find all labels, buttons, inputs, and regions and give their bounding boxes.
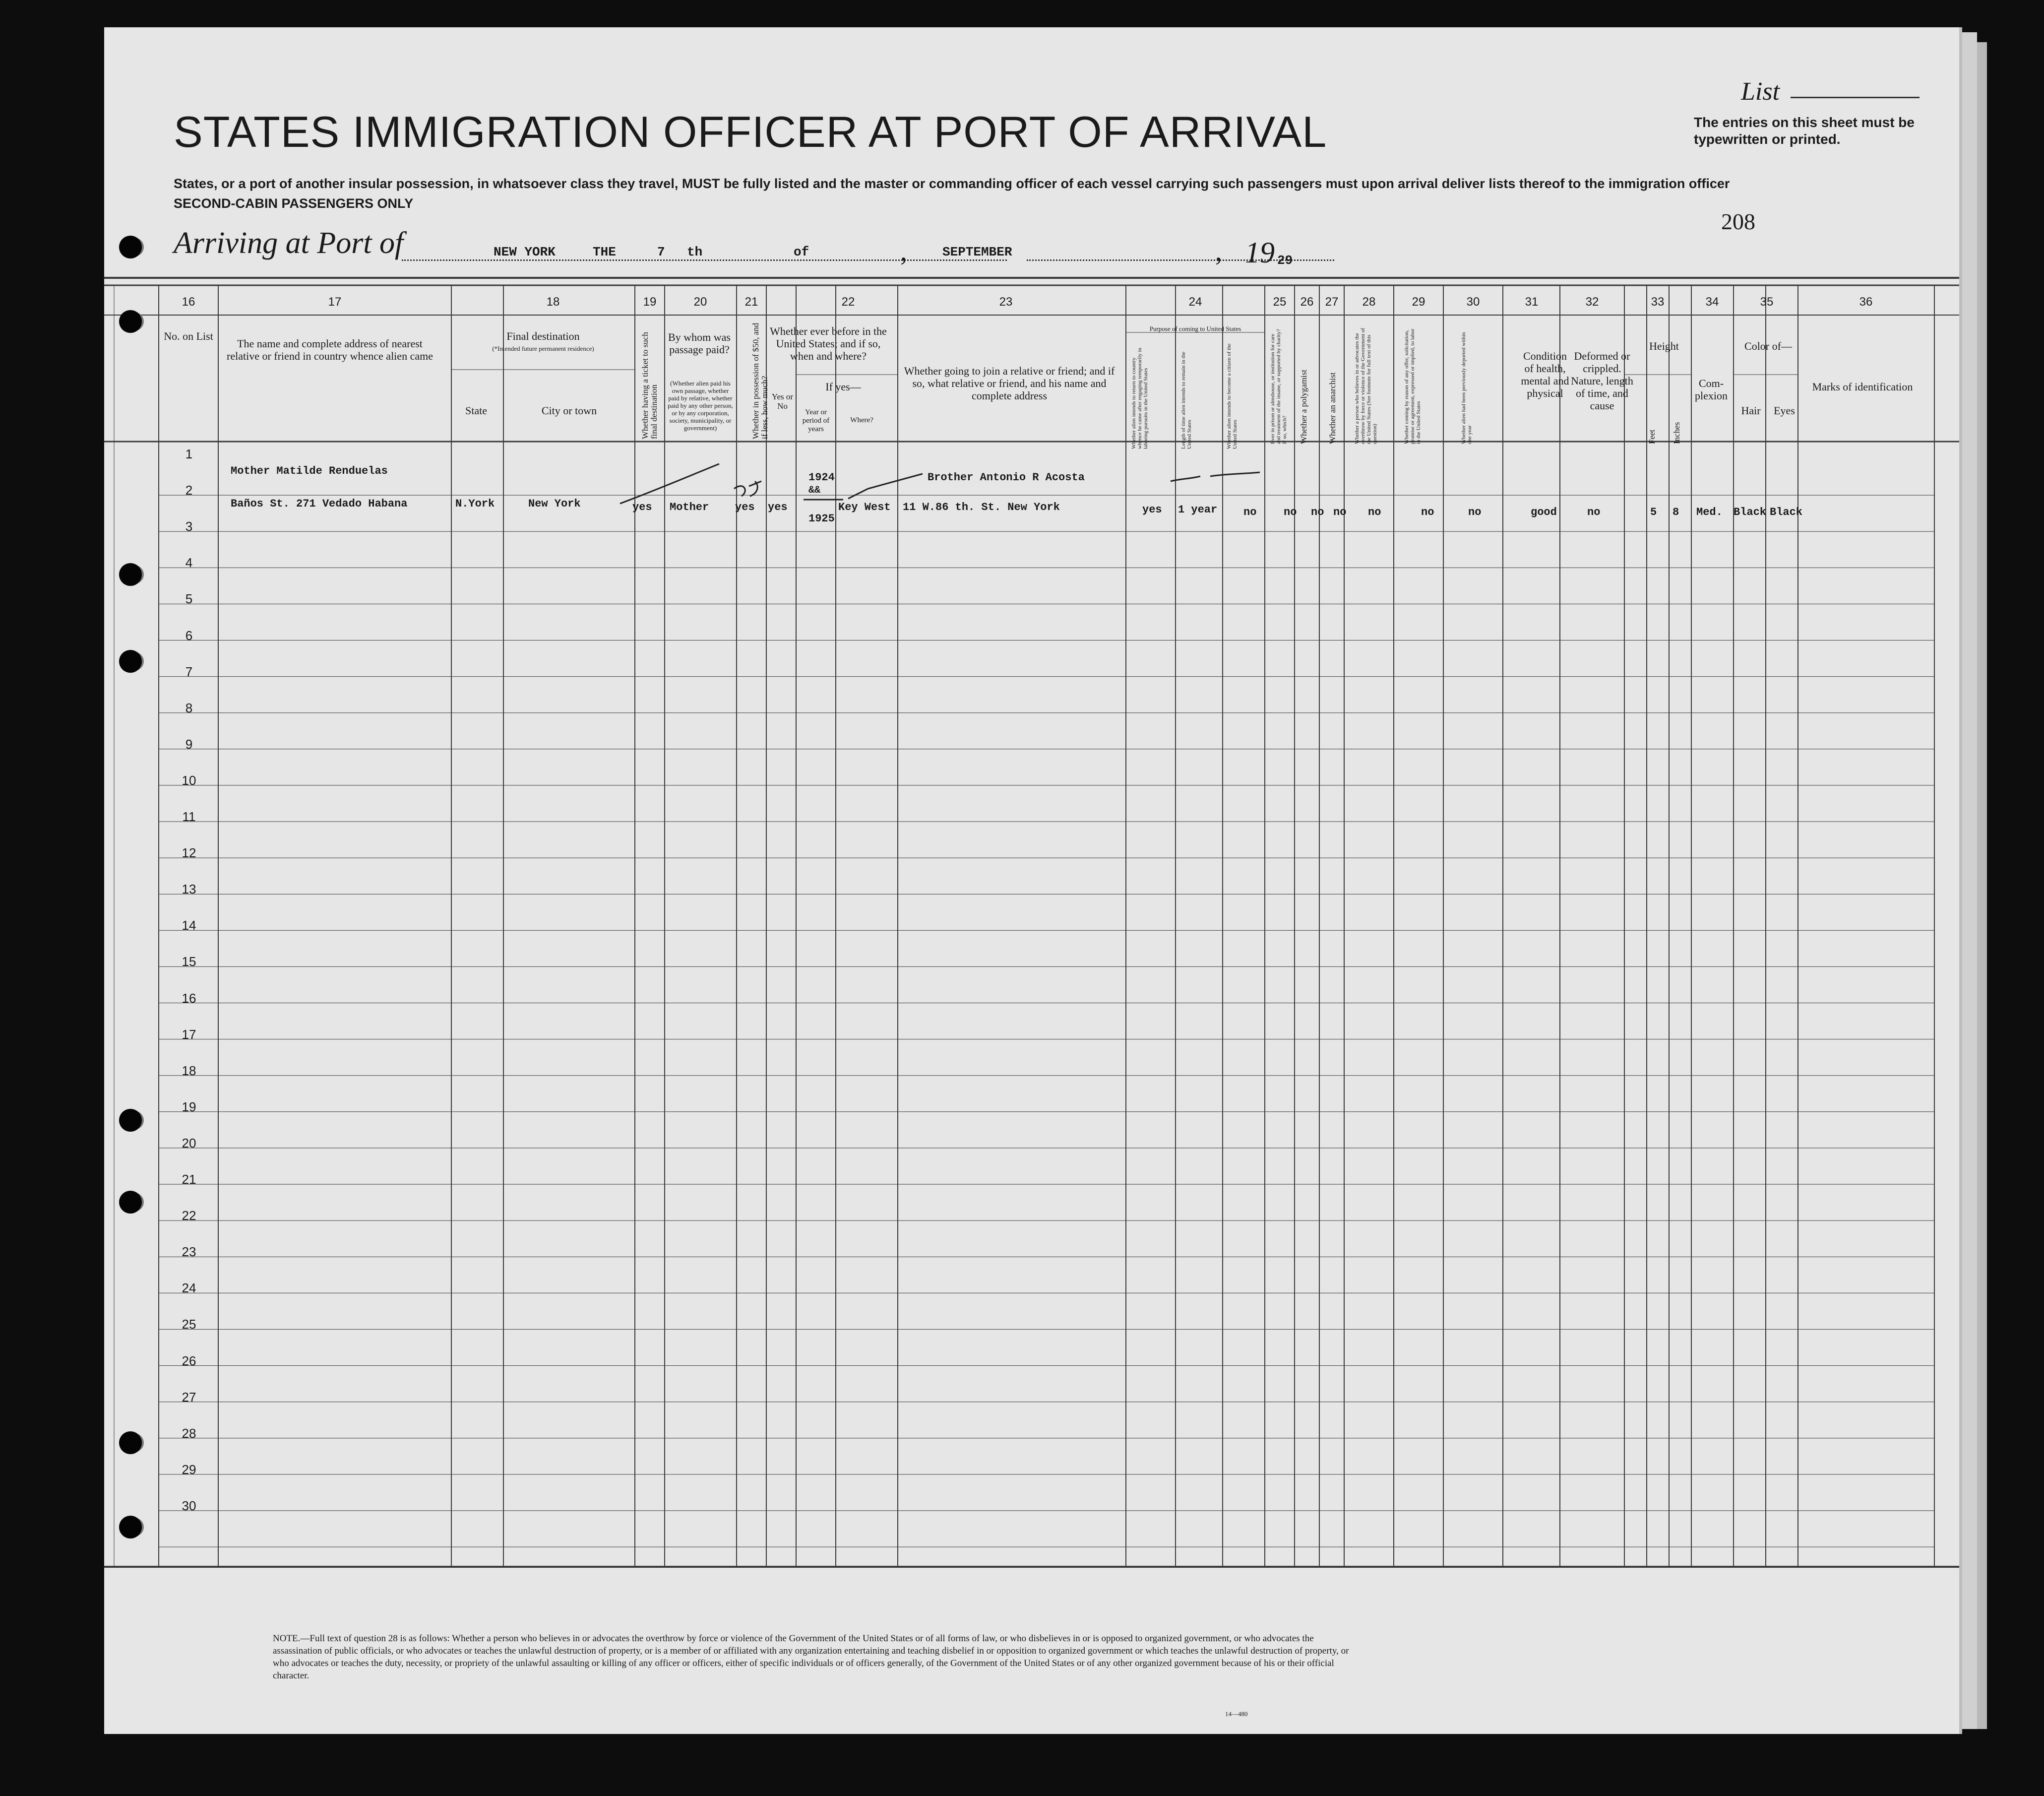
row-number: 3 xyxy=(185,519,193,534)
row-number: 19 xyxy=(182,1099,196,1114)
header-where: Where? xyxy=(850,416,873,424)
row-number: 9 xyxy=(185,736,193,752)
punch-hole xyxy=(119,650,142,673)
header-yes-no: Yes or No xyxy=(771,392,794,411)
header-city: City or town xyxy=(541,404,597,417)
entry-polygamist: no xyxy=(1311,506,1324,518)
row-number: 21 xyxy=(182,1172,196,1187)
entry-purpose-citizen: no xyxy=(1243,506,1257,518)
entry-deformed: no xyxy=(1587,506,1601,518)
header-purpose-return: Whether alien intends to return to country whence he came after engaging temporarily in laboring pursuits in the United States xyxy=(1131,347,1149,449)
entry-ever-before: yes xyxy=(768,501,788,513)
form-number: 14—480 xyxy=(1225,1710,1248,1718)
header-health: Condition of health, mental and physical xyxy=(1521,350,1569,399)
punch-hole xyxy=(119,310,142,333)
header-final-destination-note: (*Intended future permanent residence) xyxy=(492,345,594,352)
entry-relative-address: Baños St. 271 Vedado Habana xyxy=(231,498,408,510)
header-if-yes: If yes— xyxy=(825,381,861,393)
of-word: of xyxy=(794,245,809,259)
column-number: 17 xyxy=(328,295,342,309)
row-number: 15 xyxy=(182,954,196,969)
row-number: 11 xyxy=(182,809,196,824)
punch-hole xyxy=(119,236,142,258)
header-final-destination: Final destination xyxy=(506,330,580,342)
column-number: 29 xyxy=(1412,295,1425,309)
entry-prison: no xyxy=(1284,506,1297,518)
row-number: 26 xyxy=(182,1353,196,1368)
row-number: 27 xyxy=(182,1389,196,1405)
row-number: 28 xyxy=(182,1425,196,1441)
entry-city: New York xyxy=(528,498,581,510)
row-number: 17 xyxy=(182,1026,196,1042)
row-number: 16 xyxy=(182,990,196,1006)
header-inches: Inches xyxy=(1672,422,1681,444)
row-number: 14 xyxy=(182,918,196,933)
column-number: 36 xyxy=(1859,295,1873,309)
column-number: 20 xyxy=(693,295,707,309)
header-anarchist: Whether an anarchist xyxy=(1328,372,1337,444)
entry-hair: Black xyxy=(1734,506,1767,518)
column-number: 24 xyxy=(1188,295,1202,309)
port-name: NEW YORK xyxy=(494,245,556,259)
punch-hole xyxy=(119,1516,142,1539)
entry-state: N.York xyxy=(455,498,495,510)
arriving-label: Arriving at Port of xyxy=(174,226,404,260)
column-number: 27 xyxy=(1325,295,1339,309)
entry-anarchist: no xyxy=(1333,506,1347,518)
header-relative-country: The name and complete address of nearest relative or friend in country whence alien came xyxy=(227,337,433,362)
column-number: 30 xyxy=(1466,295,1480,309)
column-number: 35 xyxy=(1760,295,1774,309)
column-number: 25 xyxy=(1273,295,1287,309)
header-no-on-list: No. on List xyxy=(164,330,213,342)
list-label: List xyxy=(1741,77,1780,106)
manifest-sheet xyxy=(104,27,1962,1734)
month-name: SEPTEMBER xyxy=(942,245,1012,259)
header-height: Height xyxy=(1649,340,1679,352)
row-number: 25 xyxy=(182,1317,196,1332)
header-marks: Marks of identification xyxy=(1812,381,1913,393)
row-number: 29 xyxy=(182,1462,196,1477)
column-number: 19 xyxy=(643,295,657,309)
header-complexion: Com- plexion xyxy=(1695,377,1728,402)
column-number: 31 xyxy=(1525,295,1539,309)
row-number: 10 xyxy=(182,772,196,788)
row-number: 2 xyxy=(185,483,193,498)
row-number: 12 xyxy=(182,845,196,861)
header-joining: Whether going to join a relative or friend; and if so, what relative or friend, and his name and complete address xyxy=(904,365,1115,402)
header-hair: Hair xyxy=(1741,404,1761,417)
header-purpose-citizen: Whether alien intends to become a citizen of the United States xyxy=(1226,343,1238,449)
header-by-whom: By whom was passage paid? xyxy=(668,331,731,356)
entry-purpose-return: yes xyxy=(1142,504,1162,516)
row-number: 1 xyxy=(185,447,193,461)
punch-hole xyxy=(119,563,142,586)
punch-hole xyxy=(119,1191,142,1214)
punch-hole xyxy=(119,1431,142,1454)
header-deformed: Deformed or crippled. Nature, length of time, and cause xyxy=(1571,350,1633,412)
entry-inches: 8 xyxy=(1672,506,1679,518)
row-number: 30 xyxy=(182,1498,196,1513)
column-number: 26 xyxy=(1300,295,1314,309)
day-number: 7 xyxy=(657,245,665,259)
header-offer: Whether coming by reason of any offer, solicitation, promise or agreement, expressed or implied, to labor in the United States xyxy=(1404,328,1422,444)
entry-eyes: Black xyxy=(1770,506,1803,518)
column-number: 18 xyxy=(546,295,560,309)
entry-overthrow: no xyxy=(1368,506,1381,518)
header-prison: Ever in prison or almshouse, or institution for care and treatment of the insane, or supported by charity? If so, which? xyxy=(1270,329,1288,444)
header-polygamist: Whether a polygamist xyxy=(1299,369,1308,444)
header-deported: Whether alien had been previously deported within one year xyxy=(1461,332,1473,444)
entry-health: good xyxy=(1531,506,1557,518)
entry-deported: no xyxy=(1468,506,1482,518)
row-number: 8 xyxy=(185,700,193,715)
header-possession: Whether in possession of $50, and if less, how much? xyxy=(751,322,769,439)
header-feet: Feet xyxy=(1647,429,1657,444)
entry-feet: 5 xyxy=(1650,506,1657,518)
header-overthrow: Whether a person who believes in or advocates the overthrow by force or violence of the Government of the United States (See footnote for full text of this question) xyxy=(1354,328,1378,444)
header-color-of: Color of— xyxy=(1744,340,1792,352)
day-suffix: th xyxy=(687,245,703,259)
class-line: SECOND-CABIN PASSENGERS ONLY xyxy=(174,196,414,211)
column-number: 16 xyxy=(182,295,195,309)
row-number: 24 xyxy=(182,1281,196,1296)
header-purpose-length: Length of time alien intends to remain in the United States xyxy=(1180,351,1192,449)
header-eyes: Eyes xyxy=(1774,404,1795,417)
entry-paid-by: Mother xyxy=(670,501,709,513)
entry-where: Key West xyxy=(838,501,891,513)
handwritten-marks xyxy=(104,27,1959,1734)
the-word: THE xyxy=(593,245,616,259)
header-state: State xyxy=(465,404,487,417)
page-title: STATES IMMIGRATION OFFICER AT PORT OF ARRIVAL xyxy=(174,107,1327,156)
row-number: 5 xyxy=(185,591,193,607)
row-number: 7 xyxy=(185,664,193,679)
entry-complexion: Med. xyxy=(1696,506,1723,518)
row-number: 6 xyxy=(185,628,193,643)
sheet-number: 208 xyxy=(1721,209,1755,234)
comma-1: , xyxy=(900,236,907,267)
entries-note: The entries on this sheet must be typewritten or printed. xyxy=(1694,115,1915,147)
column-number: 33 xyxy=(1651,295,1665,309)
column-number: 34 xyxy=(1705,295,1719,309)
entry-year-mark: && xyxy=(808,485,821,496)
row-number: 20 xyxy=(182,1135,196,1151)
entry-offer: no xyxy=(1421,506,1434,518)
entry-year-1: 1924 xyxy=(808,471,835,484)
row-number: 22 xyxy=(182,1208,196,1223)
column-number: 32 xyxy=(1585,295,1599,309)
row-number: 23 xyxy=(182,1244,196,1260)
column-number: 28 xyxy=(1362,295,1376,309)
header-purpose: Purpose of coming to United States xyxy=(1149,325,1241,332)
entry-joining-relative: Brother Antonio R Acosta xyxy=(928,471,1085,484)
footnote-text: NOTE.—Full text of question 28 is as follows: Whether a person who believes in or advocates the overthrow by force or violence of the Government of the United States or of all forms of law, or who disbelieves in or is opposed to organized government, or who advocates the assassination of public officials, or who advocates or teaches the unlawful destruction of property, or is a member of or affiliated with any organization entertaining and teaching disbelief in or opposition to organized government or which teaches the unlawful destruction of property, or who advocates or teaches the duty, necessity, or propriety of the unlawful assaulting or killing of any officer or officers, either of specific individuals or of officers generally, of the Government of the United States or of any other organized government because of his or their official character. xyxy=(273,1633,1349,1681)
year-suffix: 29 xyxy=(1277,253,1293,268)
header-by-whom-note: (Whether alien paid his own passage, whether paid by relative, whether paid by any other person, or by any corporation, society, municipality, or government) xyxy=(668,380,733,432)
header-ticket: Whether having a ticket to such final destination xyxy=(640,332,659,439)
entry-purpose-length: 1 year xyxy=(1178,504,1218,516)
column-number: 22 xyxy=(841,295,855,309)
column-number: 23 xyxy=(999,295,1013,309)
entry-relative-name: Mother Matilde Renduelas xyxy=(231,465,388,477)
punch-hole xyxy=(119,1109,142,1132)
header-year-period: Year or period of years xyxy=(802,408,830,433)
comma-2: , xyxy=(1215,236,1222,267)
entry-possession: yes xyxy=(735,501,755,513)
instructions-text: States, or a port of another insular possession, in whatsoever class they travel, MUST be fully listed and the master or commanding officer of each vessel carrying such passengers must upon arrival deliver lists thereof to the immigration officer xyxy=(174,176,1730,191)
entry-ticket: yes xyxy=(632,501,652,513)
entry-joining-address: 11 W.86 th. St. New York xyxy=(903,501,1060,513)
row-number: 18 xyxy=(182,1063,196,1078)
header-ever-before: Whether ever before in the United States; and if so, when and where? xyxy=(770,325,887,362)
column-number: 21 xyxy=(744,295,758,309)
row-number: 13 xyxy=(182,882,196,897)
row-number: 4 xyxy=(185,555,193,571)
year-prefix: 19 xyxy=(1245,236,1275,269)
entry-year-2: 1925 xyxy=(808,513,835,525)
